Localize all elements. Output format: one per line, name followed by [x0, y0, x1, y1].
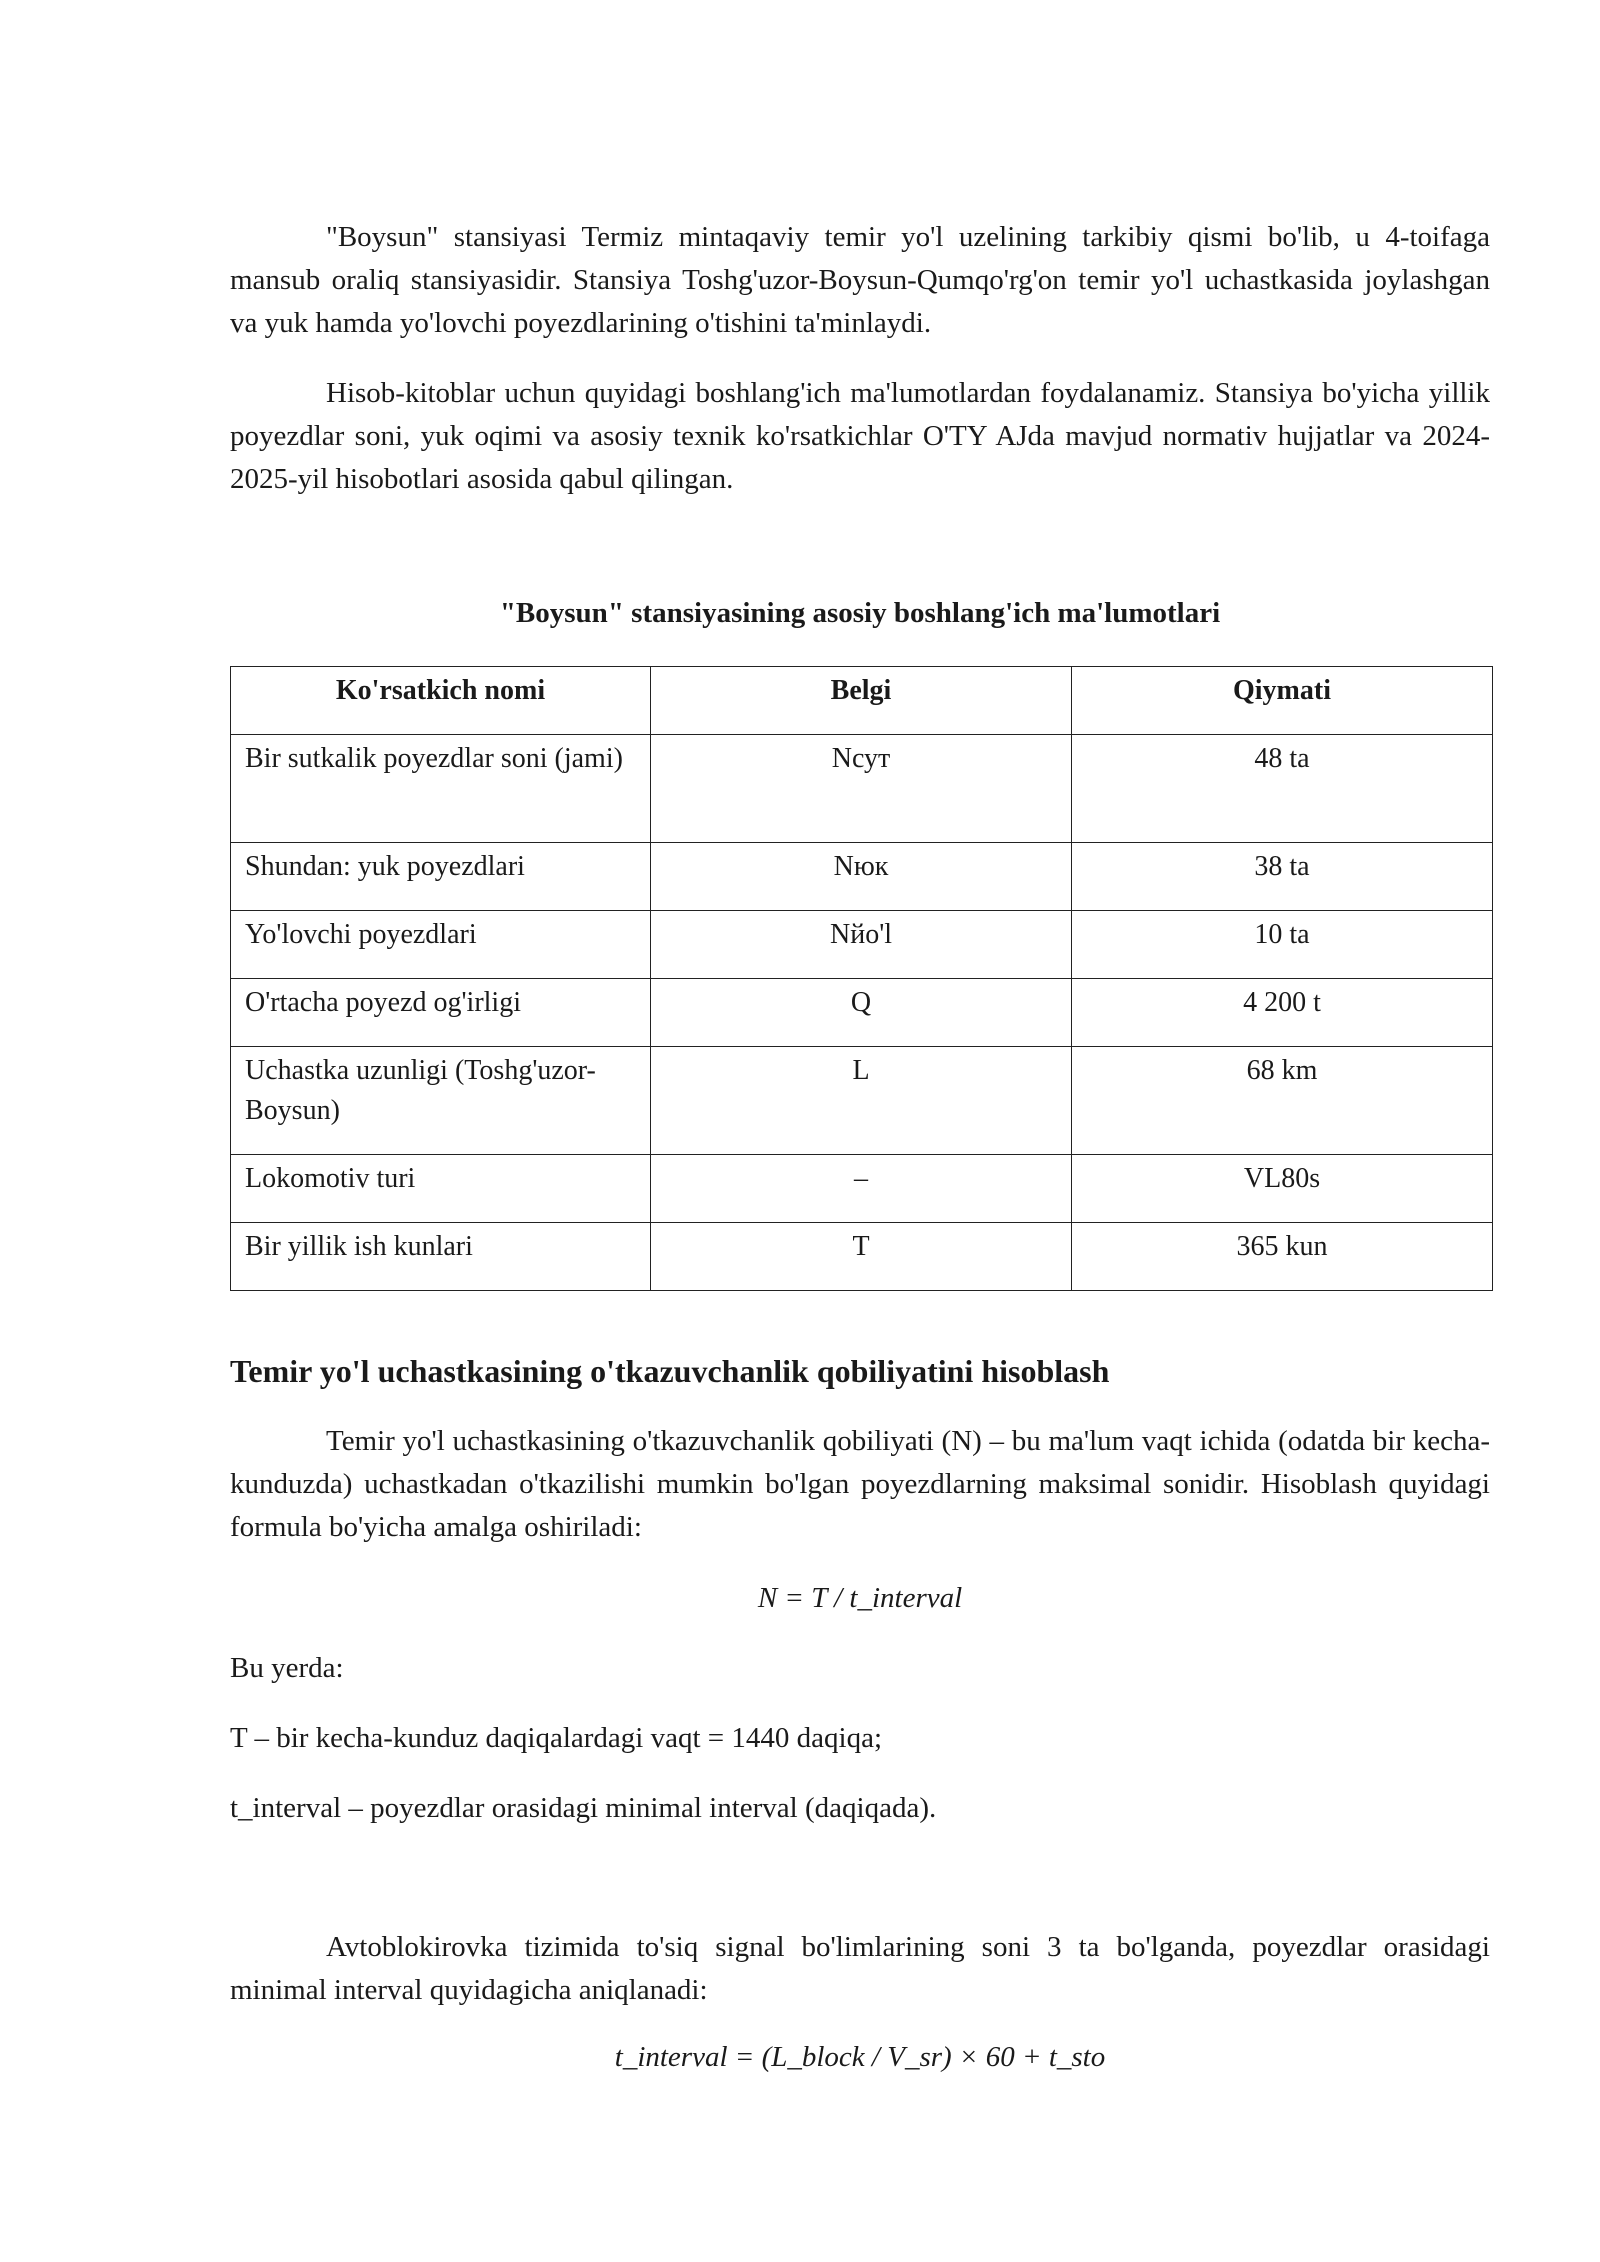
- table-row: [231, 1155, 1493, 1223]
- table-cell: Nюк: [651, 843, 1072, 911]
- table-cell: L: [651, 1047, 1072, 1155]
- table-cell: O'rtacha poyezd og'irligi: [231, 979, 651, 1047]
- definition-t-interval: t_interval – poyezdlar orasidagi minimal interval (daqiqada).: [230, 1792, 937, 1824]
- table-cell: Bir sutkalik poyezdlar soni (jami): [231, 735, 651, 843]
- column-header: Ko'rsatkich nomi: [231, 667, 651, 735]
- where-label: Bu yerda:: [230, 1652, 344, 1684]
- table-cell: 10 ta: [1072, 911, 1493, 979]
- table-cell: Uchastka uzunligi (Toshg'uzor-Boysun): [231, 1047, 651, 1155]
- table-row: [231, 843, 1493, 911]
- table-cell: Yo'lovchi poyezdlari: [231, 911, 651, 979]
- section-paragraph-2: Avtoblokirovka tizimida to'siq signal bo'limlarining soni 3 ta bo'lganda, poyezdlar orasidagi minimal interval quyidagicha aniqlanadi:: [230, 1931, 1490, 2006]
- table-cell: Lokomotiv turi: [231, 1155, 651, 1223]
- column-header: Qiymati: [1072, 667, 1493, 735]
- section-paragraph-1: Temir yo'l uchastkasining o'tkazuvchanlik qobiliyati (N) – bu ma'lum vaqt ichida (odatda bir kecha-kunduzda) uchastkadan o'tkazilishi mumkin bo'lgan poyezdlarning maksimal sonidir. Hisoblash quyidagi formula bo'yicha amalga oshiriladi:: [230, 1425, 1490, 1543]
- table-row: [231, 735, 1493, 843]
- table-cell: 48 ta: [1072, 735, 1493, 843]
- intro-paragraph-1: "Boysun" stansiyasi Termiz mintaqaviy temir yo'l uzelining tarkibiy qismi bo'lib, u 4-toifaga mansub oraliq stansiyasidir. Stansiya Toshg'uzor-Boysun-Qumqo'rg'on temir yo'l uchastkasida joylashgan va yuk hamda yo'lovchi poyezdlarining o'tishini ta'minlaydi.: [230, 221, 1490, 339]
- table-cell: Bir yillik ish kunlari: [231, 1223, 651, 1291]
- table-cell: VL80s: [1072, 1155, 1493, 1223]
- section-heading: Temir yo'l uchastkasining o'tkazuvchanlik qobiliyatini hisoblash: [230, 1353, 1110, 1389]
- intro-paragraph-2: Hisob-kitoblar uchun quyidagi boshlang'ich ma'lumotlardan foydalanamiz. Stansiya bo'yicha yillik poyezdlar soni, yuk oqimi va asosiy texnik ko'rsatkichlar O'TY AJda mavjud normativ hujjatlar va 2024-2025-yil hisobotlari asosida qabul qilingan.: [230, 377, 1490, 495]
- table-cell: 4 200 t: [1072, 979, 1493, 1047]
- table-cell: 68 km: [1072, 1047, 1493, 1155]
- table-cell: Nсут: [651, 735, 1072, 843]
- table-cell: 38 ta: [1072, 843, 1493, 911]
- formula-throughput: N = T / t_interval: [757, 1582, 963, 1614]
- table-row: [231, 911, 1493, 979]
- table-row: [231, 1047, 1493, 1155]
- table-header-row: [231, 667, 1493, 735]
- table-caption: "Boysun" stansiyasining asosiy boshlang'ich ma'lumotlari: [499, 597, 1221, 629]
- table-cell: –: [651, 1155, 1072, 1223]
- table-cell: Shundan: yuk poyezdlari: [231, 843, 651, 911]
- table-cell: Q: [651, 979, 1072, 1047]
- table-cell: T: [651, 1223, 1072, 1291]
- formula-interval: t_interval = (L_block / V_sr) × 60 + t_sto: [614, 2041, 1106, 2073]
- definition-t: T – bir kecha-kunduz daqiqalardagi vaqt = 1440 daqiqa;: [230, 1722, 883, 1754]
- table-cell: 365 kun: [1072, 1223, 1493, 1291]
- table-row: [231, 979, 1493, 1047]
- column-header: Belgi: [651, 667, 1072, 735]
- data-table: [230, 666, 1493, 1291]
- table-cell: Nйо'l: [651, 911, 1072, 979]
- table-row: [231, 1223, 1493, 1291]
